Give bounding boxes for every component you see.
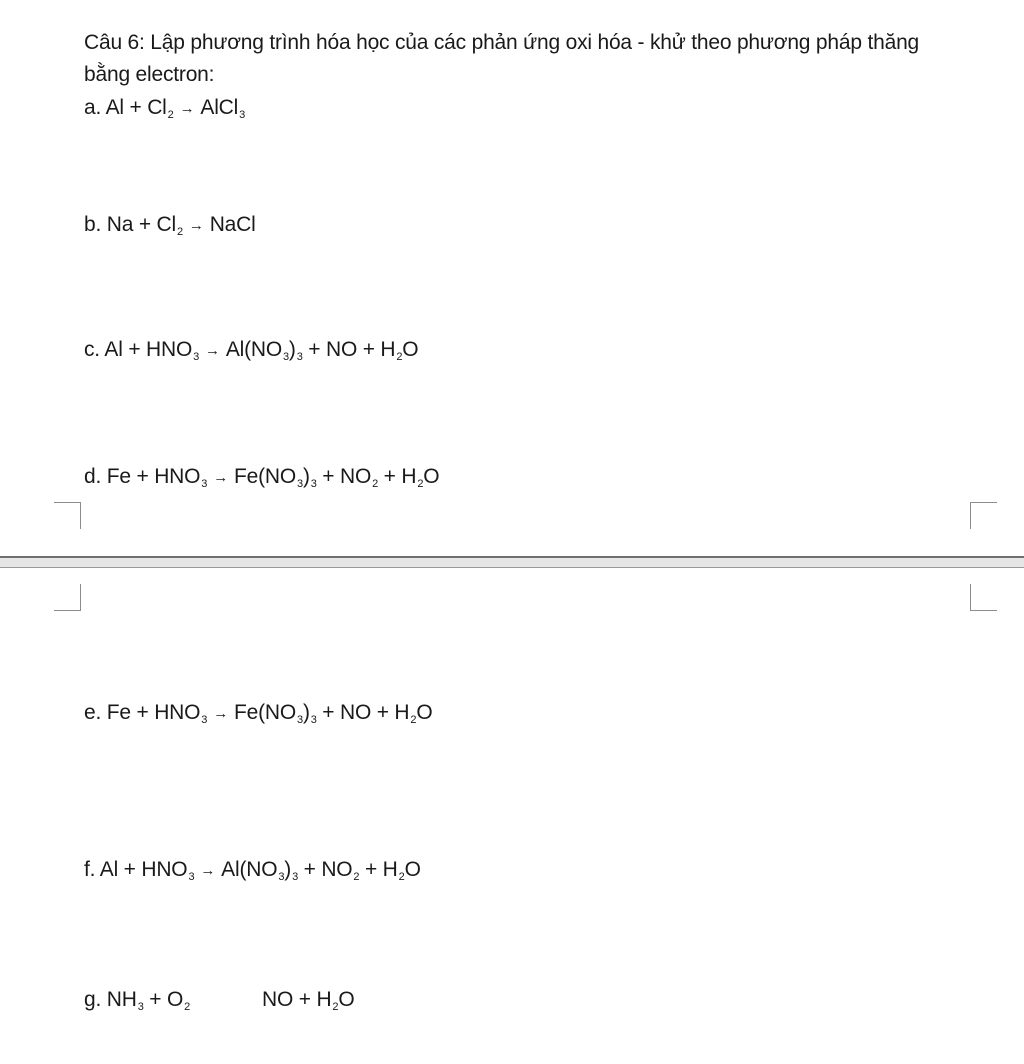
reaction-arrow-icon: → [213, 705, 229, 722]
equation-e [84, 701, 432, 725]
equation-lhs: Fe + HNO3 [106, 701, 208, 726]
subscript: 3 [310, 714, 317, 726]
equation-lhs: Al + HNO3 [99, 858, 195, 883]
subscript: 3 [297, 714, 303, 726]
question-title-line-2: bằng electron: [84, 63, 215, 86]
subscript: 3 [239, 109, 246, 121]
subscript: 3 [193, 351, 200, 363]
document-page-2 [0, 568, 1024, 1064]
equation-rhs: AlCl3 [200, 96, 246, 121]
subscript: 3 [137, 1001, 144, 1013]
equation-rhs: Fe(NO3)3 + NO + H2O [234, 701, 433, 726]
subscript: 2 [353, 871, 360, 883]
page-corner-mark [970, 502, 997, 529]
reaction-arrow-icon: → [213, 469, 229, 486]
subscript: 2 [398, 871, 405, 883]
subscript: 3 [201, 478, 208, 490]
subscript: 3 [278, 871, 285, 883]
subscript: 3 [296, 351, 303, 363]
equation-label: d. [84, 465, 102, 488]
equation-label: c. [84, 338, 100, 361]
subscript: 2 [184, 1001, 191, 1013]
equation-label: b. [84, 213, 102, 236]
subscript: 3 [310, 478, 317, 490]
reaction-arrow-icon: → [200, 862, 216, 879]
equation-d [84, 465, 439, 489]
equation-lhs: Fe + HNO3 [106, 465, 208, 490]
reaction-arrow-icon: → [188, 217, 204, 234]
equation-lhs: Na + Cl2 [106, 213, 183, 238]
equation-lhs: Al + HNO3 [104, 338, 200, 363]
page-corner-mark [54, 584, 81, 611]
equation-lhs: Al + Cl2 [105, 96, 174, 121]
equation-label: f. [84, 858, 96, 881]
equation-rhs: Al(NO3)3 + NO + H2O [225, 338, 419, 363]
page-break-divider [0, 556, 1024, 568]
subscript: 2 [417, 478, 424, 490]
reaction-arrow-icon: → [205, 342, 220, 359]
page-corner-mark [970, 584, 997, 611]
subscript: 3 [297, 478, 303, 490]
equation-c [84, 338, 418, 362]
subscript: 3 [188, 871, 195, 883]
subscript: 3 [283, 351, 289, 363]
equation-a [84, 96, 245, 120]
subscript: 2 [372, 478, 379, 490]
subscript: 2 [410, 714, 417, 726]
equation-f [84, 858, 421, 882]
subscript: 3 [201, 714, 208, 726]
equation-rhs: NO + H2O [262, 988, 355, 1013]
question-title-line-1: Câu 6: Lập phương trình hóa học của các phản ứng oxi hóa - khử theo phương pháp thăng [84, 31, 920, 54]
equation-b [84, 213, 256, 237]
subscript: 2 [167, 109, 174, 121]
reaction-arrow-icon: → [179, 100, 195, 117]
subscript: 2 [332, 1001, 339, 1013]
equation-rhs: Al(NO3)3 + NO2 + H2O [221, 858, 421, 883]
equation-g [84, 988, 354, 1012]
equation-rhs: NaCl [209, 213, 256, 236]
equation-label: e. [84, 701, 102, 724]
subscript: 3 [292, 871, 298, 883]
equation-lhs: NH3 + O2 [106, 988, 191, 1013]
page-corner-mark [54, 502, 81, 529]
subscript: 2 [176, 226, 183, 238]
equation-rhs: Fe(NO3)3 + NO2 + H2O [234, 465, 440, 490]
equation-label: g. [84, 988, 102, 1011]
subscript: 2 [396, 351, 403, 363]
equation-label: a. [84, 96, 102, 119]
